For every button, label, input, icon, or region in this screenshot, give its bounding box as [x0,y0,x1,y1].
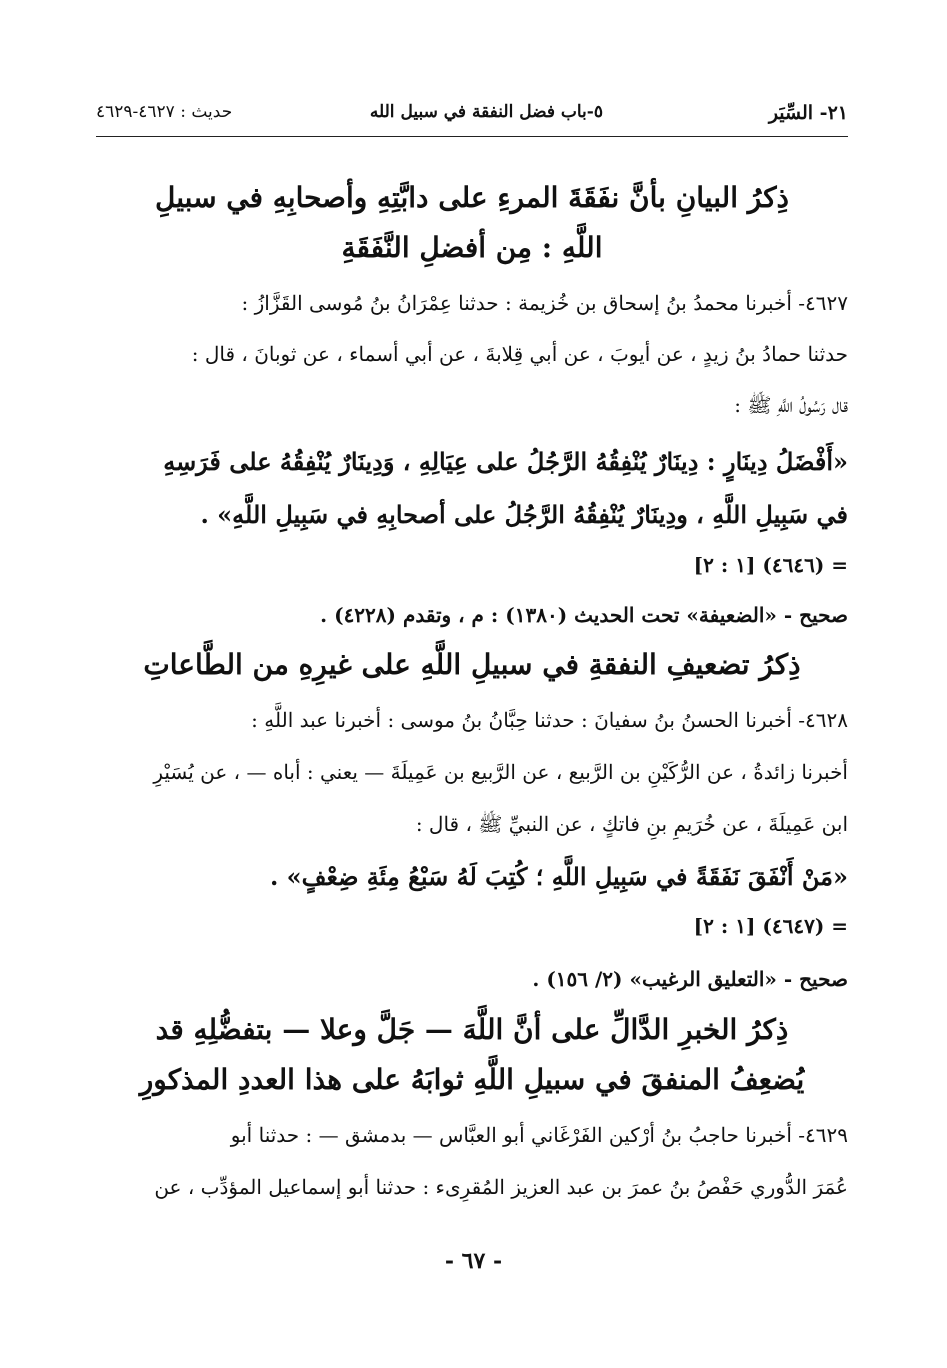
section-title: يُضعِفُ المنفقَ في سبيلِ اللَّهِ ثوابَهُ على هذا العددِ المذكورِ [139,1063,805,1096]
header-rule [96,136,848,137]
hadith-matn: «أَفْضَلُ دِينَارٍ : دِينَارٌ يُنْفِقُهُ الرَّجُلُ على عِيَالِهِ ، وَدِينَارٌ يُنْفِقُهُ على فَرَسِهِ [163,447,848,476]
hadith-grading: صحيح - «الضعيفة» تحت الحديث (١٣٨٠) : م ، وتقدم (٤٢٢٨) . [320,603,848,627]
running-header [96,96,848,132]
hadith-grading: صحيح - «التعليق الرغيب» (٢/ ١٥٦) . [532,967,848,991]
hadith-isnad: ٤٦٢٨- أخبرنا الحسنُ بنُ سفيانَ : حدثنا حِبَّانُ بنُ موسى : أخبرنا عبد اللَّهِ : [251,708,848,732]
hadith-isnad: ابن عَمِيلَةَ ، عن خُرَيمِ بنِ فاتكٍ ، عن النبيِّ ﷺ ، قال : [415,812,848,836]
page-number: - ٦٧ - [444,1248,503,1274]
hadith-isnad: ٤٦٢٩- أخبرنا حاجبُ بنُ أرْكين الفَرْغَاني أبو العبَّاس — بدمشق — : حدثنا أبو [230,1123,848,1147]
section-title: ذِكرُ الخبرِ الدَّالِّ على أنَّ اللَّهَ — جَلَّ وعلا — بتفضُّلِهِ قد [155,1013,789,1046]
section-title: اللَّهِ : مِن أفضلِ النَّفَقَةِ [341,231,603,264]
hadith-reference: = (٤٦٤٧) [١ : ٢] [693,914,848,938]
hadith-isnad: عُمَرَ الدُّوري حَفْصُ بنُ عمرَ بن عبد العزيز المُقرِىء : حدثنا أبو إسماعيل المؤدِّب ، عن [154,1175,848,1199]
hadith-matn: في سَبِيلِ اللَّهِ ، ودِينَارٌ يُنْفِقُهُ الرَّجُلُ على أصحابِهِ في سَبِيلِ اللَّهِ» . [200,500,848,529]
hadith-reference: = (٤٦٤٦) [١ : ٢] [693,553,848,577]
header-hadith-range: حديث : ٤٦٢٧-٤٦٢٩ [96,102,233,122]
section-title: ذِكرُ البيانِ بأنَّ نفَقَةَ المرءِ على دابَّتِهِ وأصحابِهِ في سبيلِ [154,181,789,214]
hadith-isnad: أخبرنا زائدةُ ، عن الرُّكَيْنِ بن الرَّبيع ، عن الرَّبيع بن عَمِيلَةَ — يعني : أباه — ، عن يُسَيْرِ [153,760,848,784]
hadith-isnad: ٤٦٢٧- أخبرنا محمدُ بنُ إسحاق بن خُزيمة : حدثنا عِمْرَانُ بنُ مُوسى القَزَّازُ : [241,291,848,315]
header-chapter-title: ٥-باب فضل النفقة في سبيل الله [369,102,603,122]
hadith-isnad: قال رَسُولُ اللَّهِ ﷺ : [734,393,848,417]
hadith-matn: «مَنْ أَنْفَقَ نَفَقَةً في سَبِيلِ اللَّهِ ؛ كُتِبَ لَهُ سَبْعُ مِئَةِ ضِعْفٍ» . [269,862,848,891]
header-book-title: ٢١- السِّيَر [768,102,848,124]
section-title: ذِكرُ تضعيفِ النفقةِ في سبيلِ اللَّهِ على غيرِهِ من الطَّاعاتِ [143,648,801,681]
hadith-isnad: حدثنا حمادُ بنُ زيدٍ ، عن أيوبَ ، عن أبي قِلابةَ ، عن أبي أسماء ، عن ثوبانَ ، قال : [191,342,848,366]
